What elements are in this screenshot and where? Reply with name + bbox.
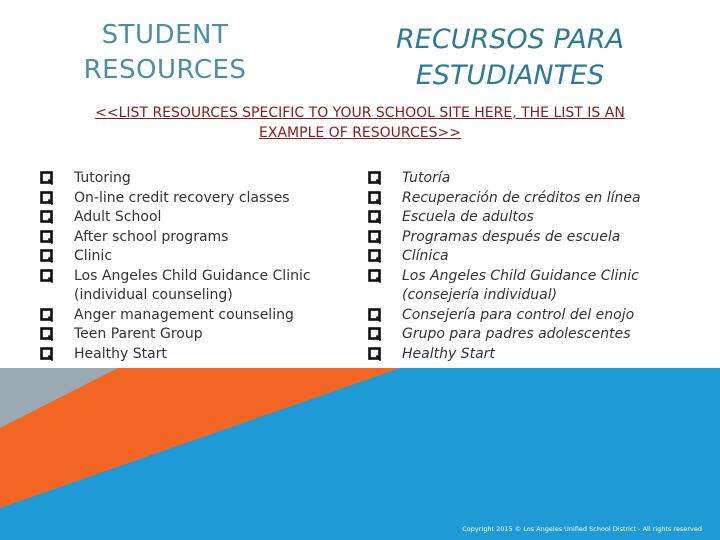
resource-label: Clinic	[74, 248, 113, 264]
square-bullet-icon	[40, 249, 53, 263]
square-bullet-icon	[40, 230, 53, 244]
resource-label: Healthy Start	[74, 345, 167, 362]
resource-label: Programas después de escuela	[402, 228, 621, 245]
resource-label: Los Angeles Child Guidance Clinic	[402, 267, 639, 284]
resource-item	[40, 189, 330, 209]
square-bullet-icon	[40, 210, 53, 224]
resource-item-continuation	[368, 286, 673, 306]
resource-item	[368, 208, 673, 228]
square-bullet-icon	[40, 269, 53, 283]
resource-label: Clínica	[402, 248, 449, 264]
resource-label: Consejería para control del enojo	[402, 306, 635, 323]
resource-label: Escuela de adultos	[402, 209, 534, 225]
square-bullet-icon	[368, 269, 381, 283]
resource-label: Healthy Start	[402, 345, 495, 362]
instruction-subtitle-line-2: EXAMPLE OF RESOURCES>>	[259, 125, 461, 141]
resource-item	[40, 345, 330, 365]
resource-label: Adult School	[74, 209, 162, 225]
resource-item	[40, 325, 330, 345]
resource-item	[368, 228, 673, 248]
square-bullet-icon	[368, 327, 381, 341]
instruction-subtitle-line-1: <<LIST RESOURCES SPECIFIC TO YOUR SCHOOL SITE HERE, THE LIST IS AN	[95, 105, 625, 121]
square-bullet-icon	[368, 191, 381, 205]
resource-item	[40, 208, 330, 228]
title-spanish-line-1: RECURSOS PARA	[396, 24, 624, 55]
bullet-spacer	[40, 288, 53, 302]
square-bullet-icon	[368, 230, 381, 244]
resource-label: Recuperación de créditos en línea	[402, 189, 641, 206]
resource-item	[368, 306, 673, 326]
square-bullet-icon	[368, 249, 381, 263]
resource-label: Grupo para padres adolescentes	[402, 326, 631, 342]
instruction-subtitle	[40, 103, 680, 143]
title-spanish-line-2: ESTUDIANTES	[415, 60, 605, 91]
resource-item	[368, 189, 673, 209]
resource-label: After school programs	[74, 228, 229, 245]
resource-label: (individual counseling)	[74, 287, 233, 303]
resource-item	[368, 169, 673, 189]
square-bullet-icon	[368, 210, 381, 224]
square-bullet-icon	[40, 327, 53, 341]
resource-item	[368, 267, 673, 287]
bullet-spacer	[368, 288, 381, 302]
copyright-notice: Copyright 2015 © Los Angeles Unified School District - All rights reserved	[462, 525, 702, 533]
resource-item	[368, 247, 673, 267]
title-english-line-1: STUDENT	[101, 20, 229, 50]
resource-item	[40, 228, 330, 248]
title-spanish	[375, 22, 645, 94]
resource-label: Anger management counseling	[74, 306, 294, 323]
resource-item	[368, 325, 673, 345]
resource-label: Teen Parent Group	[74, 326, 203, 342]
resources-list-english	[40, 169, 330, 364]
title-english	[70, 18, 260, 88]
resource-item	[40, 169, 330, 189]
resource-item	[368, 345, 673, 365]
square-bullet-icon	[368, 308, 381, 322]
resource-item	[40, 247, 330, 267]
resource-label: Tutoría	[402, 170, 451, 186]
resource-label: Los Angeles Child Guidance Clinic	[74, 267, 311, 284]
resource-item-continuation	[40, 286, 330, 306]
footer-graphic	[0, 368, 720, 540]
square-bullet-icon	[40, 308, 53, 322]
square-bullet-icon	[368, 347, 381, 361]
resource-label: (consejería individual)	[402, 287, 558, 303]
resource-item	[40, 267, 330, 287]
resource-label: Tutoring	[74, 170, 131, 186]
footer-band	[0, 368, 720, 540]
title-english-line-2: RESOURCES	[83, 55, 247, 85]
square-bullet-icon	[40, 171, 53, 185]
square-bullet-icon	[40, 347, 53, 361]
resource-label: On-line credit recovery classes	[74, 189, 290, 206]
resources-list-spanish	[368, 169, 673, 364]
square-bullet-icon	[40, 191, 53, 205]
resource-item	[40, 306, 330, 326]
square-bullet-icon	[368, 171, 381, 185]
